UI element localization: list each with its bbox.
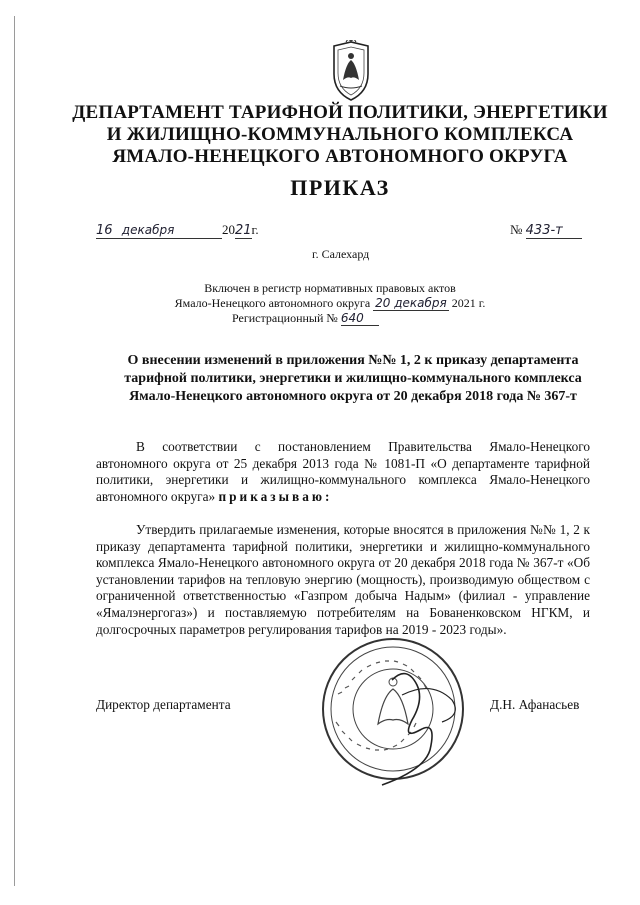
order-year-unit: г. [251,222,259,237]
order-city: г. Салехард [312,247,370,261]
order-number: 433-т [526,223,582,239]
order-number-sign: № [510,222,523,237]
subject-line-1: О внесении изменений в приложения №№ 1, 2 к приказу департамента [127,353,579,368]
order-date [96,222,259,239]
registry-number-line [232,311,379,326]
order-number-block [510,222,582,239]
body-paragraph-2: Утвердить прилагаемые изменения, которые вносятся в приложения №№ 1, 2 к приказу департамента тарифной политики, энергетики и жилищно-коммунального комплекса Ямало-Ненецкого автономного округа от 20 декабря 2018 года № 367-т «Об установлении тарифов на тепловую энергию (мощность), производимую обществом с ограниченной ответственностью «Газпром добыча Надым» (филиал - управление «Ямалэнергогаз») и поставляемую потребителям на Бованенковском НГКМ, и долгосрочных параметров регулирования тарифов на 2019 - 2023 годы». [96,522,590,637]
page-border [14,16,15,886]
registry-line-2-suffix: 2021 г. [451,296,486,310]
registry-line-1: Включен в регистр нормативных правовых актов [204,281,456,295]
signatory-name: Д.Н. Афанасьев [490,697,580,712]
paragraph-1-text: В соответствии с постановлением Правительства Ямало-Ненецкого автономного округа от 25 декабря 2013 года № 1081-П «О департаменте тарифной политики, энергетики и жилищно-коммунального комплекса Ямало-Ненецкого автономного округа» [96,439,590,504]
order-year-prefix: 20 [222,222,235,237]
org-name-line-1: ДЕПАРТАМЕНТ ТАРИФНОЙ ПОЛИТИКИ, ЭНЕРГЕТИКИ [72,102,608,123]
handwritten-signature [362,660,482,790]
registry-line-2-prefix: Ямало-Ненецкого автономного округа [174,296,371,310]
body-paragraph-1 [96,439,590,505]
registry-number: 640 [341,311,379,326]
subject-line-3: Ямало-Ненецкого автономного округа от 20 декабря 2018 года № 367-т [129,389,577,404]
subject-line-2: тарифной политики, энергетики и жилищно-коммунального комплекса [124,371,582,386]
order-day: 16 [96,223,113,238]
order-year-suffix: 21 [235,223,252,238]
registry-date: 20 декабря [375,296,447,310]
org-name-line-2: И ЖИЛИЩНО-КОММУНАЛЬНОГО КОМПЛЕКСА [106,124,574,145]
document-title: ПРИКАЗ [290,175,390,200]
org-name-line-3: ЯМАЛО-НЕНЕЦКОГО АВТОНОМНОГО ОКРУГА [112,146,568,167]
registry-number-label: Регистрационный № [232,311,338,325]
order-month: декабря [121,223,175,237]
coat-of-arms-icon [326,40,376,102]
signatory-position: Директор департамента [96,697,231,712]
order-keyword: приказываю: [218,488,333,504]
registry-line-2 [100,296,560,311]
